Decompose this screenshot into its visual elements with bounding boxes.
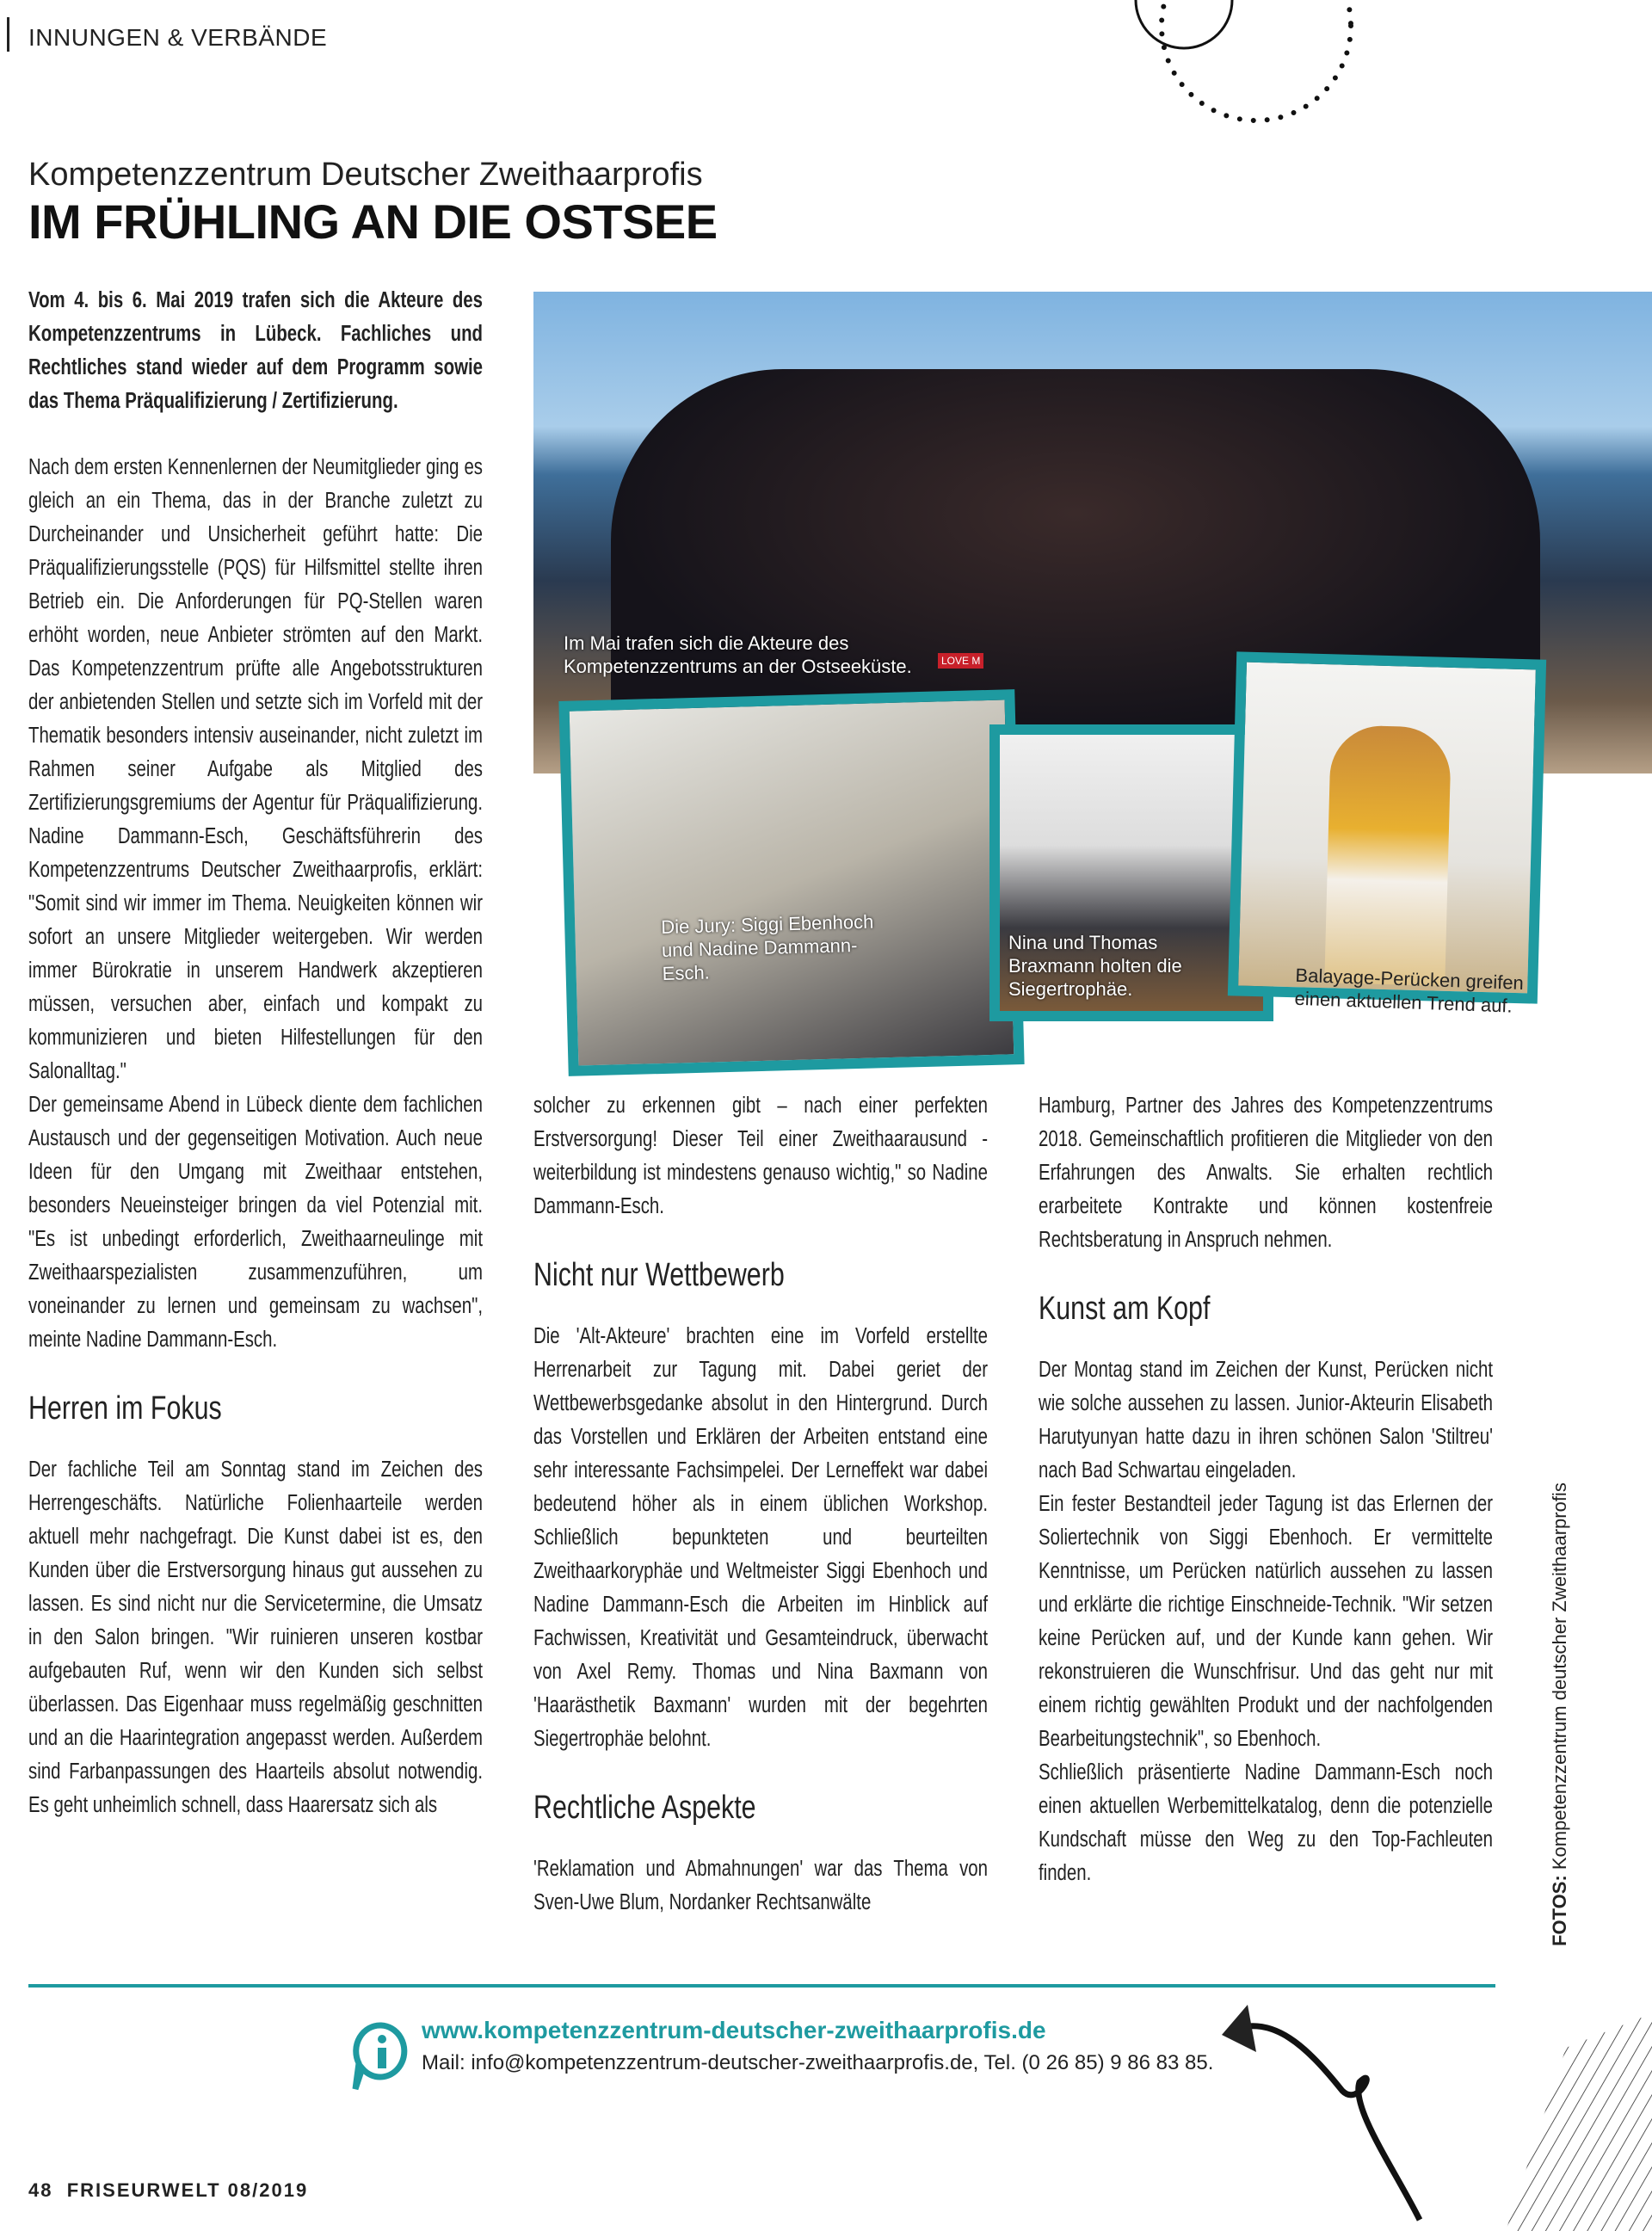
- paragraph: Der gemeinsame Abend in Lübeck diente dem fachlichen Austausch und der gegenseitigen Motivation. Auch neue Ideen für den Umgang mit Zweithaar entstehen, besonders Neueinsteiger bringen da viel Potenzial mit. "Es ist unbedingt erforderlich, Zweithaarneulinge mit Zweithaarspezialisten zusammenzuführen, um voneinander zu lernen und gemeinsam zu wachsen", meinte Nadine Dammann-Esch.: [28, 1093, 483, 1352]
- lead-paragraph: Vom 4. bis 6. Mai 2019 trafen sich die Akteure des Kompetenzzentrums in Lübeck. Fachliches und Rechtliches stand wieder auf dem Programm sowie das Thema Präqualifizierung / Zertifizierung.: [28, 288, 483, 413]
- sign-text: LOVE M: [938, 653, 983, 669]
- subheading: Rechtliche Aspekte: [533, 1790, 756, 1826]
- website-link[interactable]: www.kompetenzzentrum-deutscher-zweithaarprofis.de: [422, 2017, 1046, 2043]
- photo-credit: FOTOS: Kompetenzzentrum deutscher Zweithaarprofis: [1549, 1482, 1570, 1946]
- paragraph: Nach dem ersten Kennenlernen der Neumitglieder ging es gleich an ein Thema, das in der Branche zuletzt zu Durcheinander und Unsicherheit geführt hatte: Die Präqualifizierungsstelle (PQS) für Hilfsmittel stellte ihren Betrieb ein. Die Anforderungen für PQ-Stellen waren erhöht worden, neue Anbieter strömten auf den Markt. Das Kompetenzzentrum prüfte alle Angebotsstrukturen der anbietenden Stellen und setzte sich im Vorfeld mit der Thematik besonders intensiv auseinander, nicht zuletzt im Rahmen seiner Aufgabe als Mitglied des Zertifizierungsgremiums der Agentur für Präqualifizierung. Nadine Dammann-Esch, Geschäftsführerin des Kompetenzzentrums Deutscher Zweithaarprofis, erklärt: "Somit sind wir immer im Thema. Neuigkeiten können wir sofort an unsere Mitglieder weitergeben. Wir werden immer Bürokratie in unserem Handwerk akzeptieren müssen, versuchen aber, einfach und kompakt zu kommunizieren und bieten Hilfestellungen für den Salonalltag.": [28, 455, 483, 1083]
- subheading: Kunst am Kopf: [1039, 1291, 1211, 1327]
- paragraph: Ein fester Bestandteil jeder Tagung ist das Erlernen der Soliertechnik von Siggi Ebenhoch. Er vermittelte Kenntnisse, um Perücken natürlich aussehen zu lassen und erklärte die richtige Einschneide-Technik. "Wir setzen keine Perücken auf, und der Kunde kann gehen. Wir rekonstruieren die Wunschfrisur. Und das geht nur mit einem richtig gewählten Produkt und der nachfolgenden Bearbeitungstechnik", so Ebenhoch.: [1039, 1492, 1493, 1751]
- paragraph: Die 'Alt-Akteure' brachten eine im Vorfeld erstellte Herrenarbeit zur Tagung mit. Dabei geriet der Wettbewerbsgedanke absolut in den Hintergrund. Durch das Vorstellen und Erklären der Arbeiten entstand eine sehr interessante Fachsimpelei. Der Lerneffekt war dabei bedeutend höher als in einem üblichen Workshop. Schließlich bepunkteten und beurteilten Zweithaarkoryphäe und Weltmeister Siggi Ebenhoch und Nadine Dammann-Esch die Arbeiten im Hinblick auf Fachwissen, Kreativität und Gesamteindruck, überwacht von Axel Remy. Thomas und Nina Baxmann von 'Haarästhetik Baxmann' wurden mit der begehrten Siegertrophäe belohnt.: [533, 1324, 988, 1751]
- subheading: Nicht nur Wettbewerb: [533, 1257, 785, 1293]
- paragraph: solcher zu erkennen gibt – nach einer perfekten Erstversorgung! Dieser Teil einer Zweithaarausund -weiterbildung ist mindestens genauso wichtig," so Nadine Dammann-Esch.: [533, 1094, 988, 1218]
- column-2: [533, 1089, 988, 1920]
- photo-caption: Nina und Thomas Braxmann holten die Siegertrophäe.: [1008, 932, 1182, 1000]
- paragraph: Der fachliche Teil am Sonntag stand im Zeichen des Herrengeschäfts. Natürliche Folienhaarteile werden aktuell mehr nachgefragt. Die Kunst dabei ist es, den Kunden über die Erstversorgung hinaus gut aussehen zu lassen. Es sind nicht nur die Servicetermine, die Umsatz in den Salon bringen. "Wir ruinieren unseren kostbar aufgebauten Ruf, wenn wir den Kunden sich selbst überlassen. Das Eigenhaar muss regelmäßig geschnitten und an die Haarintegration angepasst werden. Außerdem sind Farbanpassungen des Haarteils absolut notwendig. Es geht unheimlich schnell, dass Haarersatz sich als: [28, 1458, 483, 1817]
- section-label: INNUNGEN & VERBÄNDE: [28, 24, 328, 51]
- decorative-arrow: [1222, 1996, 1652, 2231]
- subheading: Herren im Fokus: [28, 1390, 222, 1427]
- paragraph: Der Montag stand im Zeichen der Kunst, Perücken nicht wie solche aussehen zu lassen. Junior-Akteurin Elisabeth Harutyunyan hatte dazu in ihren schönen Salon 'Stiltreu' nach Bad Schwartau eingeladen.: [1039, 1358, 1493, 1482]
- photo-caption: Balayage-Perücken greifen einen aktuellen Trend auf.: [1294, 964, 1525, 1017]
- page-footer: 48 FRISEURWELT 08/2019: [28, 2179, 309, 2201]
- decorative-circles: [1127, 0, 1402, 172]
- contact-info: Mail: info@kompetenzzentrum-deutscher-zweithaarprofis.de, Tel. (0 26 85) 9 86 83 85.: [422, 2051, 1214, 2074]
- column-3: [1039, 1089, 1493, 1890]
- column-1: [28, 284, 483, 1822]
- balayage-photo: [1228, 651, 1546, 1003]
- info-icon: [351, 2020, 411, 2098]
- jury-photo: [558, 689, 1024, 1076]
- photo-caption: Im Mai trafen sich die Akteure des Kompetenzzentrums an der Ostseeküste.: [564, 632, 912, 677]
- divider: [28, 1984, 1495, 1988]
- article-title: IM FRÜHLING AN DIE OSTSEE: [28, 194, 718, 249]
- article-kicker: Kompetenzzentrum Deutscher Zweithaarprofis: [28, 157, 703, 193]
- paragraph: Hamburg, Partner des Jahres des Kompetenzzentrums 2018. Gemeinschaftlich profitieren die Mitglieder von den Erfahrungen des Anwalts. Sie erhalten rechtlich erarbeitete Kontrakte und können kostenfreie Rechtsberatung in Anspruch nehmen.: [1039, 1094, 1493, 1252]
- section-marker: [7, 17, 9, 52]
- photo-caption: Die Jury: Siggi Ebenhoch und Nadine Dammann-Esch.: [660, 910, 874, 984]
- paragraph: Schließlich präsentierte Nadine Dammann-Esch noch einen aktuellen Werbemittelkatalog, denn die potenzielle Kundschaft müsse den Weg zu den Top-Fachleuten finden.: [1039, 1760, 1493, 1885]
- paragraph: 'Reklamation und Abmahnungen' war das Thema von Sven-Uwe Blum, Nordanker Rechtsanwälte: [533, 1857, 988, 1914]
